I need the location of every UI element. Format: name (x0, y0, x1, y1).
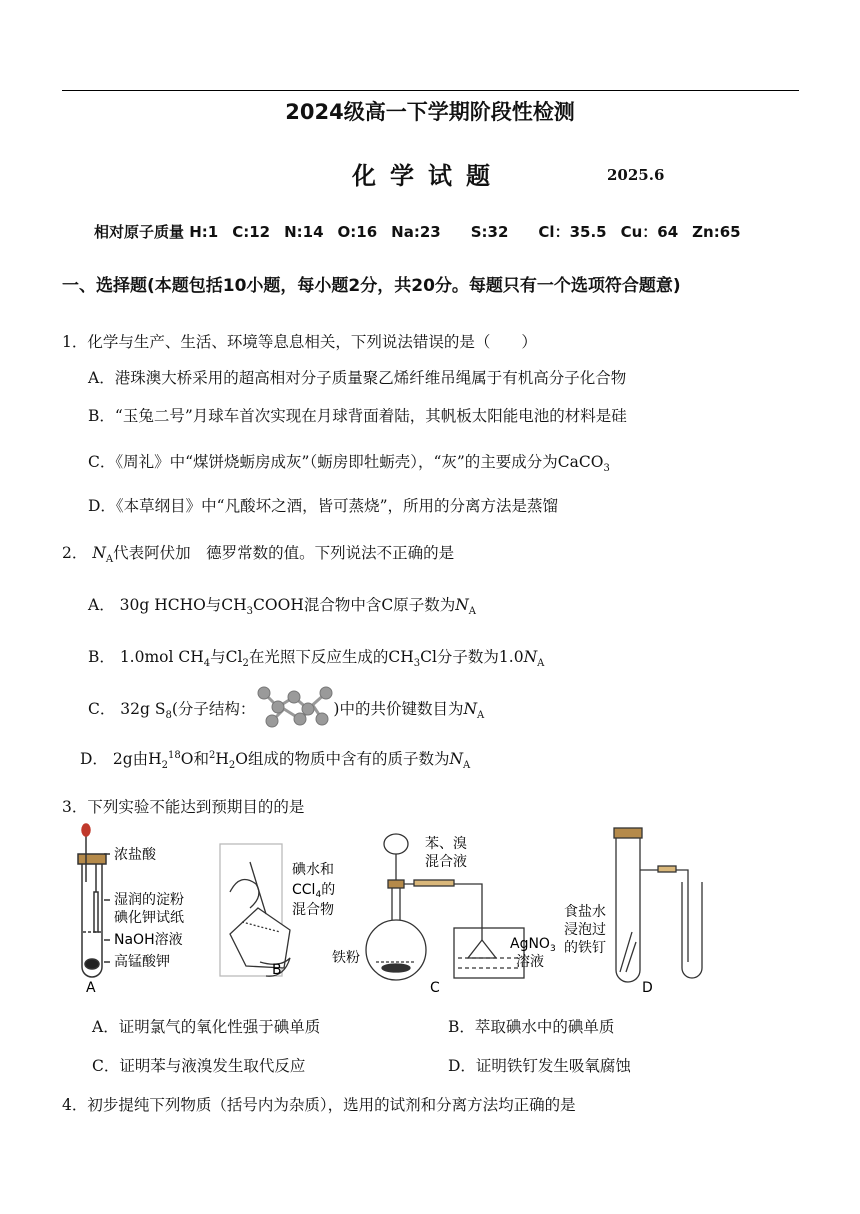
subject-title: 化学试题 (352, 162, 504, 190)
question-3-option-b: B．萃取碘水中的碘单质 (448, 1018, 615, 1036)
apparatus-a (78, 824, 110, 977)
question-2-option-a: A． 30g HCHO与$CH_3COOH$混合物中含C原子数为$N_A$ (88, 596, 476, 618)
question-2-option-d: D． 2g由$H_2^{18}O$和$^2H_2O$组成的物质中含有的质子数为$N_A$ (80, 749, 471, 772)
question-4-stem: 4．初步提纯下列物质（括号内为杂质），选用的试剂和分离方法均正确的是 (62, 1096, 576, 1114)
question-3-option-d: D．证明铁钉发生吸氧腐蚀 (448, 1057, 631, 1075)
label-b: B (272, 962, 282, 978)
exam-title: 2024级高一下学期阶段性检测 (285, 100, 575, 124)
label-mixture: 混合物 (292, 902, 334, 918)
question-1-option-d: D．《本草纲目》中“凡酸坏之酒，皆可蒸烧”，所用的分离方法是蒸馏 (88, 497, 559, 515)
label-iodine-water: 碘水和 (292, 862, 334, 878)
question-3-stem: 3．下列实验不能达到预期目的的是 (62, 798, 305, 816)
atomic-masses: 相对原子质量 H:1 C:12 N:14 O:16 Na:23 S:32 Cl：35.5 Cu：64 Zn:65 (94, 223, 741, 241)
label-a: A (86, 980, 96, 996)
label-kmno4: 高锰酸钾 (114, 954, 170, 970)
experiment-figure (70, 822, 720, 1004)
label-benzene-bromine-1: 苯、溴 (425, 836, 467, 852)
question-3-option-a: A．证明氯气的氧化性强于碘单质 (92, 1018, 321, 1036)
question-2-option-b: B． 1.0mol $CH_4$与$Cl_2$在光照下反应生成的$CH_3Cl$分子数为$1.0N_A$ (88, 648, 545, 670)
label-iron-powder: 铁粉 (332, 950, 360, 966)
label-agno3: AgNO$_3$ (510, 936, 556, 954)
label-benzene-bromine-2: 混合液 (425, 854, 467, 870)
label-d: D (642, 980, 653, 996)
label-c: C (430, 980, 440, 996)
question-3-option-c: C．证明苯与液溴发生取代反应 (92, 1057, 306, 1075)
question-1-option-c: C．《周礼》中“煤饼烧蛎房成灰”（蛎房即牡蛎壳），“灰”的主要成分为CaCO$_3$ (88, 453, 610, 475)
question-2-stem: 2． $N_A$代表阿伏加 德罗常数的值。下列说法不正确的是 (62, 544, 455, 566)
label-starch-paper-2: 碘化钾试纸 (114, 910, 184, 926)
section-heading: 一、选择题(本题包括10小题，每小题2分，共20分。每题只有一个选项符合题意) (62, 276, 681, 296)
apparatus-b (220, 844, 290, 976)
header-rule (62, 90, 799, 91)
label-brine-1: 食盐水 (564, 904, 606, 920)
exam-date: 2025.6 (607, 166, 665, 184)
question-1-option-a: A．港珠澳大桥采用的超高相对分子质量聚乙烯纤维吊绳属于有机高分子化合物 (88, 369, 627, 387)
label-conc-hcl: 浓盐酸 (114, 847, 156, 863)
label-brine-2: 浸泡过 (564, 922, 606, 938)
label-naoh: NaOH溶液 (114, 932, 183, 948)
question-2-option-c: C． 32g $S_8$(分子结构： )中的共价键数目为$N_A$ (88, 700, 485, 722)
s8-molecule-structure (254, 683, 338, 729)
question-1-stem: 1．化学与生产、生活、环境等息息相关，下列说法错误的是（ ） (62, 333, 537, 351)
question-1-option-b: B．“玉兔二号”月球车首次实现在月球背面着陆，其帆板太阳能电池的材料是硅 (88, 407, 627, 425)
label-solution: 溶液 (516, 954, 544, 970)
label-ccl4: CCl$_4$的 (292, 882, 336, 900)
experiment-apparatus (70, 822, 720, 1000)
apparatus-d (614, 828, 702, 982)
label-starch-paper-1: 湿润的淀粉 (114, 892, 184, 908)
label-iron-nail: 的铁钉 (564, 940, 606, 956)
